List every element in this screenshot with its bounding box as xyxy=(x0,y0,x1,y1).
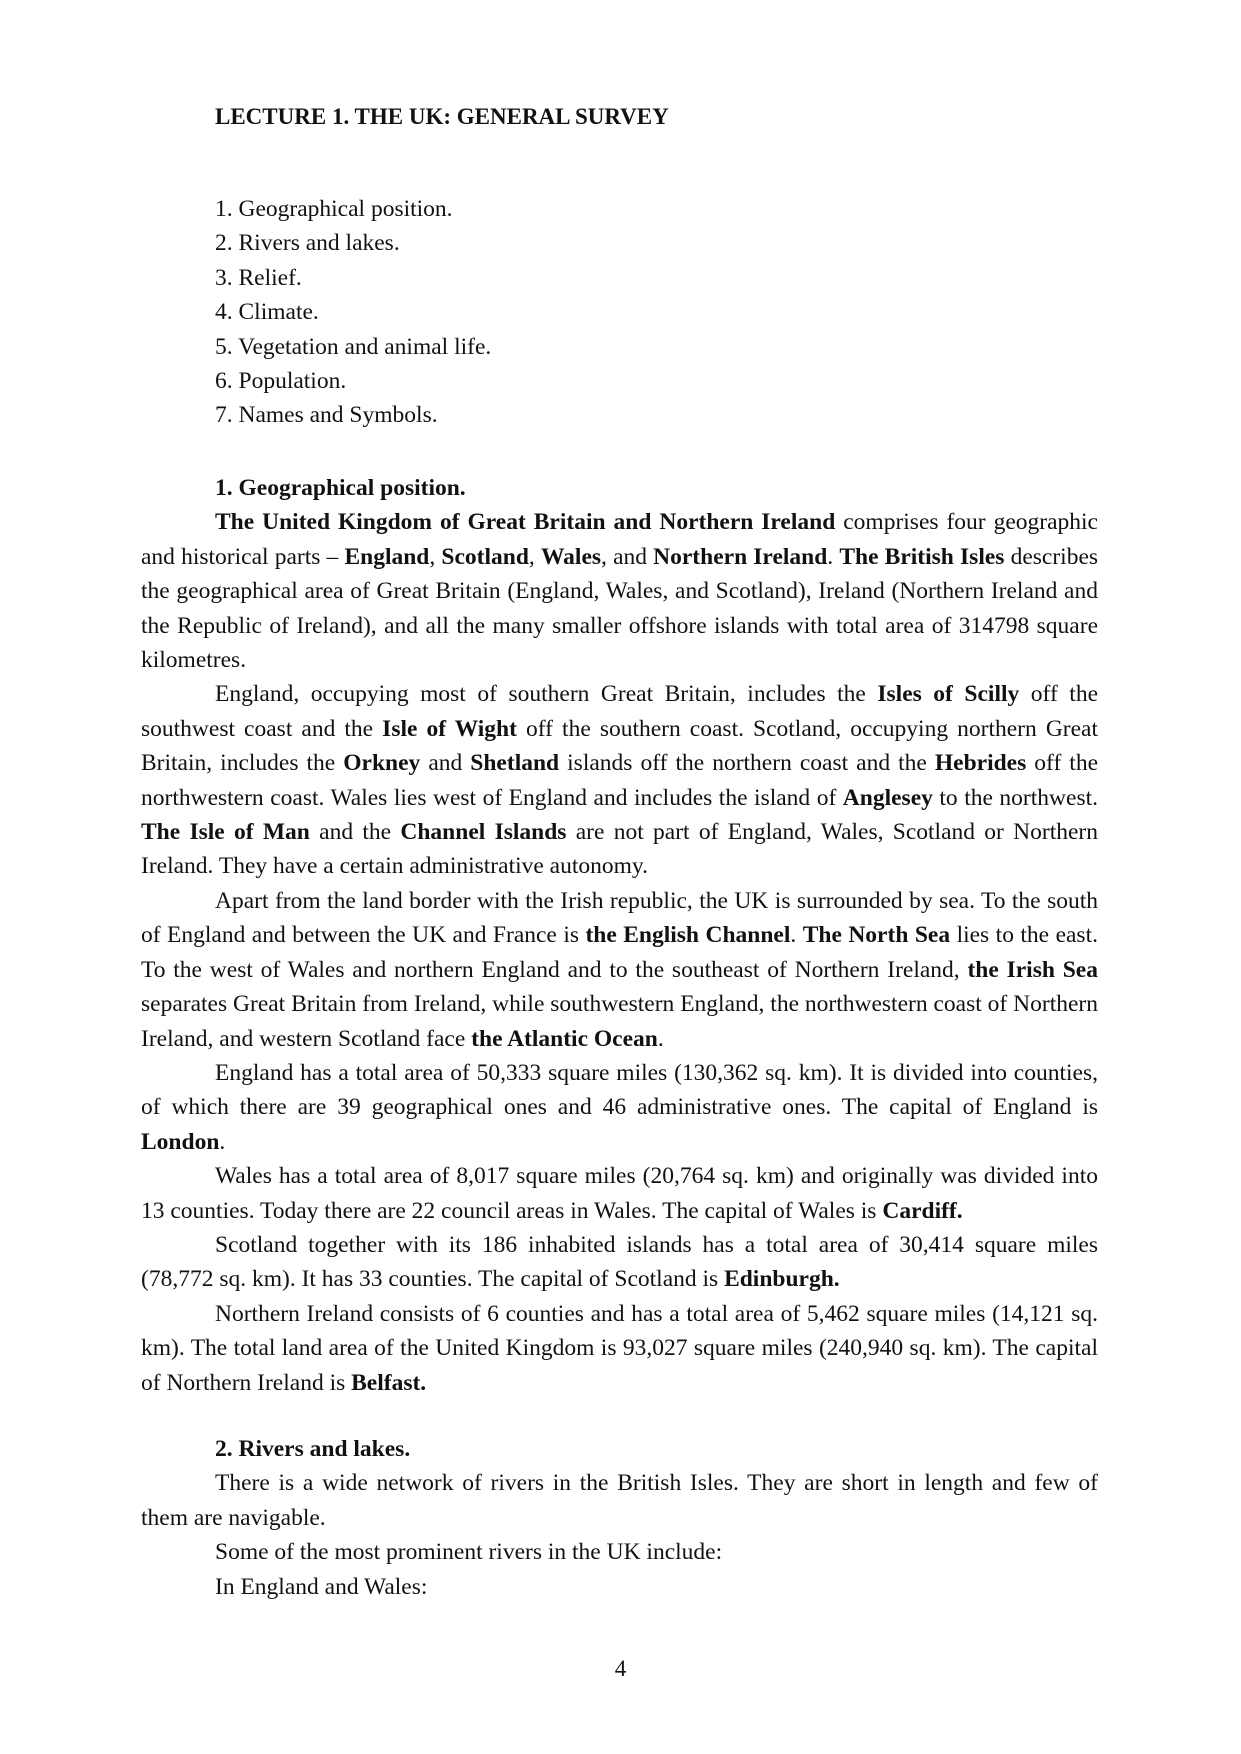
section-geographical-position xyxy=(141,471,1098,1400)
paragraph: England has a total area of 50,333 square miles (130,362 sq. km). It is divided into counties, of which there are 39 geographical ones and 46 administrative ones. The capital of England is London. xyxy=(141,1059,1098,1155)
paragraph: Wales has a total area of 8,017 square miles (20,764 sq. km) and originally was divided into 13 counties. Today there are 22 council areas in Wales. The capital of Wales is Cardiff. xyxy=(141,1163,1098,1224)
paragraph: Scotland together with its 186 inhabited islands has a total area of 30,414 square miles (78,772 sq. km). It has 33 counties. The capital of Scotland is Edinburgh. xyxy=(141,1231,1098,1293)
outline-item: 6. Population. xyxy=(215,367,347,394)
paragraph: Some of the most prominent rivers in the UK include: xyxy=(215,1539,723,1566)
outline-item: 1. Geographical position. xyxy=(215,196,453,222)
outline-item: 7. Names and Symbols. xyxy=(215,402,438,429)
lecture-title: LECTURE 1. THE UK: GENERAL SURVEY xyxy=(215,104,669,129)
section-heading: 2. Rivers and lakes. xyxy=(215,1436,411,1462)
paragraph: England, occupying most of southern Great Britain, includes the Isles of Scilly off the southwest coast and the Isle of Wight off the southern coast. Scotland, occupying northern Great Britain, includes the Orkney and Shetland islands off the northern coast and the Hebrides off the northwestern coast. Wales lies west of England and includes the island of Anglesey to the northwest. The Isle of Man and the Channel Islands are not part of England, Wales, Scotland or Northern Ireland. They have a certain administrative autonomy. xyxy=(141,681,1099,880)
paragraph: There is a wide network of rivers in the British Isles. They are short in length and few of them are navigable. xyxy=(141,1470,1098,1531)
outline-item: 5. Vegetation and animal life. xyxy=(215,333,492,360)
section-rivers-and-lakes xyxy=(141,1432,1098,1604)
section-heading: 1. Geographical position. xyxy=(215,475,466,501)
outline-item: 2. Rivers and lakes. xyxy=(215,230,400,257)
paragraph: The United Kingdom of Great Britain and Northern Ireland comprises four geographic and historical parts – England, Scotland, Wales, and Northern Ireland. The British Isles describes the geographical area of Great Britain (England, Wales, and Scotland), Ireland (Northern Ireland and the Republic of Ireland), and all the many smaller offshore islands with total area of 314798 square kilometres. xyxy=(141,509,1099,674)
lecture-outline xyxy=(215,192,491,433)
page-number: 4 xyxy=(614,1656,627,1681)
paragraph: Apart from the land border with the Irish republic, the UK is surrounded by sea. To the south of England and between the UK and France is the English Channel. The North Sea lies to the east. To the west of Wales and northern England and to the southeast of Northern Ireland, the Irish Sea separates Great Britain from Ireland, while southwestern England, the northwestern coast of Northern Ireland, and western Scotland face the Atlantic Ocean. xyxy=(141,887,1098,1052)
paragraph: In England and Wales: xyxy=(215,1573,428,1600)
outline-item: 3. Relief. xyxy=(215,264,302,291)
paragraph: Northern Ireland consists of 6 counties and has a total area of 5,462 square miles (14,121 sq. km). The total land area of the United Kingdom is 93,027 square miles (240,940 sq. km). The capital of Northern Ireland is Belfast. xyxy=(141,1300,1098,1396)
outline-item: 4. Climate. xyxy=(215,299,319,326)
